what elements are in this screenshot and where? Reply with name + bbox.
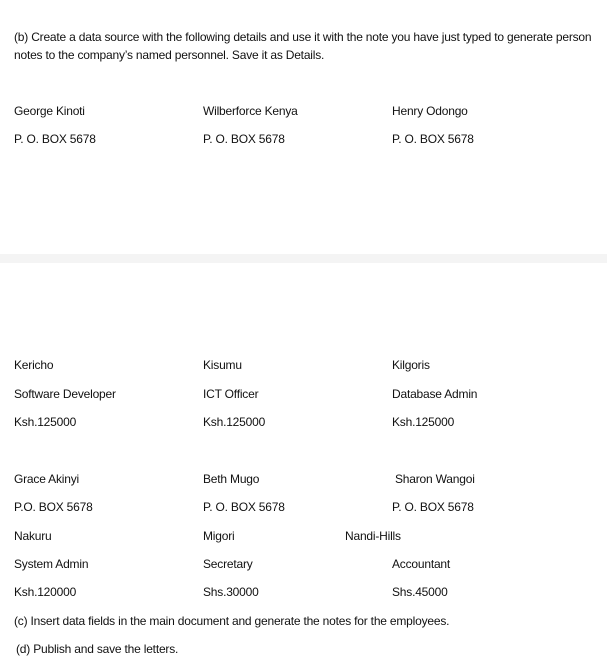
record-address: P.O. BOX 5678 <box>14 500 93 514</box>
record-salary: Ksh.120000 <box>14 585 77 599</box>
record-name: Henry Odongo <box>392 104 468 118</box>
record-name: Sharon Wangoi <box>395 472 475 486</box>
instruction-b-line2: notes to the company’s named personnel. Save it as Details. <box>14 48 325 62</box>
record-name: Wilberforce Kenya <box>203 104 298 118</box>
record-salary: Ksh.125000 <box>14 415 77 429</box>
record-address: P. O. BOX 5678 <box>14 132 96 146</box>
record-salary: Ksh.125000 <box>203 415 266 429</box>
record-title: ICT Officer <box>203 387 259 401</box>
record-name: Grace Akinyi <box>14 472 79 486</box>
record-address: P. O. BOX 5678 <box>392 132 474 146</box>
record-town: Migori <box>203 529 235 543</box>
record-title: Accountant <box>392 557 451 571</box>
record-town: Kilgoris <box>392 358 430 372</box>
record-title: Database Admin <box>392 387 478 401</box>
record-salary: Shs.45000 <box>392 585 448 599</box>
record-salary: Ksh.125000 <box>392 415 455 429</box>
instruction-c: (c) Insert data fields in the main document and generate the notes for the employees. <box>14 614 450 628</box>
record-name: Beth Mugo <box>203 472 260 486</box>
record-title: System Admin <box>14 557 89 571</box>
record-address: P. O. BOX 5678 <box>203 132 285 146</box>
page-break-gap <box>0 254 607 263</box>
record-title: Software Developer <box>14 387 116 401</box>
record-title: Secretary <box>203 557 253 571</box>
record-town: Nakuru <box>14 529 52 543</box>
record-address: P. O. BOX 5678 <box>392 500 474 514</box>
instruction-b-line1: (b) Create a data source with the following details and use it with the note you have just typed to generate person <box>14 30 592 44</box>
record-address: P. O. BOX 5678 <box>203 500 285 514</box>
record-town: Nandi-Hills <box>345 529 401 543</box>
record-salary: Shs.30000 <box>203 585 259 599</box>
record-town: Kisumu <box>203 358 242 372</box>
instruction-d: (d) Publish and save the letters. <box>16 642 179 656</box>
record-town: Kericho <box>14 358 54 372</box>
record-name: George Kinoti <box>14 104 85 118</box>
